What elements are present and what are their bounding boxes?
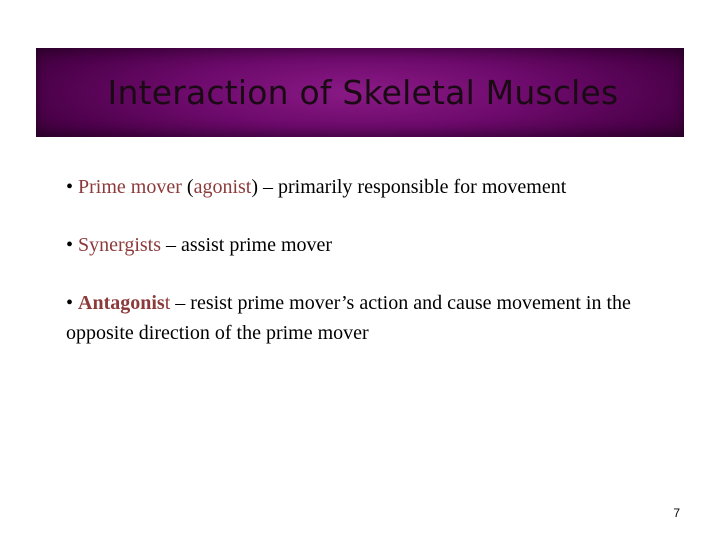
- bullet-marker: •: [66, 292, 74, 314]
- term-synergists: Synergists: [78, 234, 161, 256]
- term-prime-mover: Prime mover: [78, 176, 182, 198]
- bullet-text: ) – primarily responsible for movement: [251, 176, 567, 198]
- page-number: 7: [673, 506, 680, 520]
- term-antagonist-suffix: t: [164, 292, 171, 314]
- bullet-text: (: [181, 176, 194, 198]
- term-antagonist: Antagonis: [78, 292, 165, 314]
- bullet-marker: •: [66, 234, 74, 256]
- bullet-list: [66, 172, 646, 348]
- slide-title: Interaction of Skeletal Muscles: [107, 73, 619, 112]
- bullet-prime-mover: [66, 172, 646, 202]
- bullet-marker: •: [66, 176, 74, 198]
- bullet-antagonist: [66, 288, 646, 348]
- term-agonist: agonist: [193, 176, 252, 198]
- title-bar: [36, 48, 684, 137]
- bullet-text: – resist prime mover’s action and cause movement in the opposite direction of the prime mover: [66, 292, 631, 344]
- bullet-synergists: [66, 230, 646, 260]
- bullet-text: – assist prime mover: [161, 234, 333, 256]
